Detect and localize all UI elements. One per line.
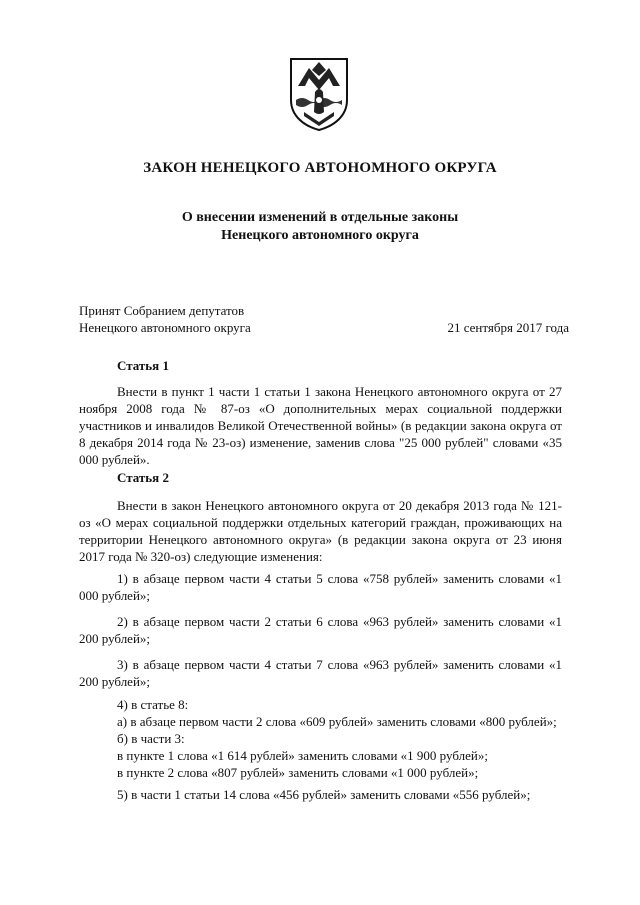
item-4-line-3: б) в части 3: xyxy=(117,731,185,746)
adoption-line-2: Ненецкого автономного округа xyxy=(79,320,251,335)
article-2-intro: Внести в закон Ненецкого автономного округа от 20 декабря 2013 года № 121-оз «О мерах социальной поддержки отдельных категорий граждан, проживающих на территории Ненецкого автономного округа» (в редакции закона округа от 23 июня 2017 года № 320-оз) следующие изменения: xyxy=(79,498,562,564)
article-2-item-2: 2) в абзаце первом части 2 статьи 6 слова «963 рублей» заменить словами «1 200 рублей»; xyxy=(79,614,562,646)
law-subtitle xyxy=(0,209,640,245)
article-1-heading: Статья 1 xyxy=(117,358,169,373)
article-2-item-1: 1) в абзаце первом части 4 статьи 5 слова «758 рублей» заменить словами «1 000 рублей»; xyxy=(79,571,562,603)
item-4-line-2: а) в абзаце первом части 2 слова «609 рублей» заменить словами «800 рублей»; xyxy=(117,714,557,729)
item-4-line-5: в пункте 2 слова «807 рублей» заменить словами «1 000 рублей»; xyxy=(117,765,479,780)
article-2-item-4 xyxy=(117,696,557,781)
adoption-line-1: Принят Собранием депутатов xyxy=(79,303,245,318)
law-title: ЗАКОН НЕНЕЦКОГО АВТОНОМНОГО ОКРУГА xyxy=(143,160,497,176)
subtitle-line-2: Ненецкого автономного округа xyxy=(221,228,419,243)
article-1-text: Внести в пункт 1 части 1 статьи 1 закона Ненецкого автономного округа от 27 ноября 2008 года № 87-оз «О дополнительных мерах социальной поддержки участников и инвалидов Великой Отечественной войны» (в редакции закона округа от 8 декабря 2014 года № 23-оз) изменение, заменив слова "25 000 рублей" словами «35 000 рублей». xyxy=(79,384,562,467)
item-4-line-4: в пункте 1 слова «1 614 рублей» заменить словами «1 900 рублей»; xyxy=(117,748,488,763)
article-2-item-5: 5) в части 1 статьи 14 слова «456 рублей» заменить словами «556 рублей»; xyxy=(117,787,531,802)
subtitle-line-1: О внесении изменений в отдельные законы xyxy=(181,210,459,225)
nenets-coat-of-arms-icon xyxy=(288,56,350,132)
adoption-date: 21 сентября 2017 года xyxy=(447,320,569,335)
article-2-heading: Статья 2 xyxy=(117,470,169,485)
article-2-item-3: 3) в абзаце первом части 4 статьи 7 слова «963 рублей» заменить словами «1 200 рублей»; xyxy=(79,657,562,689)
item-4-line-1: 4) в статье 8: xyxy=(117,697,189,712)
adoption-block xyxy=(79,302,569,336)
